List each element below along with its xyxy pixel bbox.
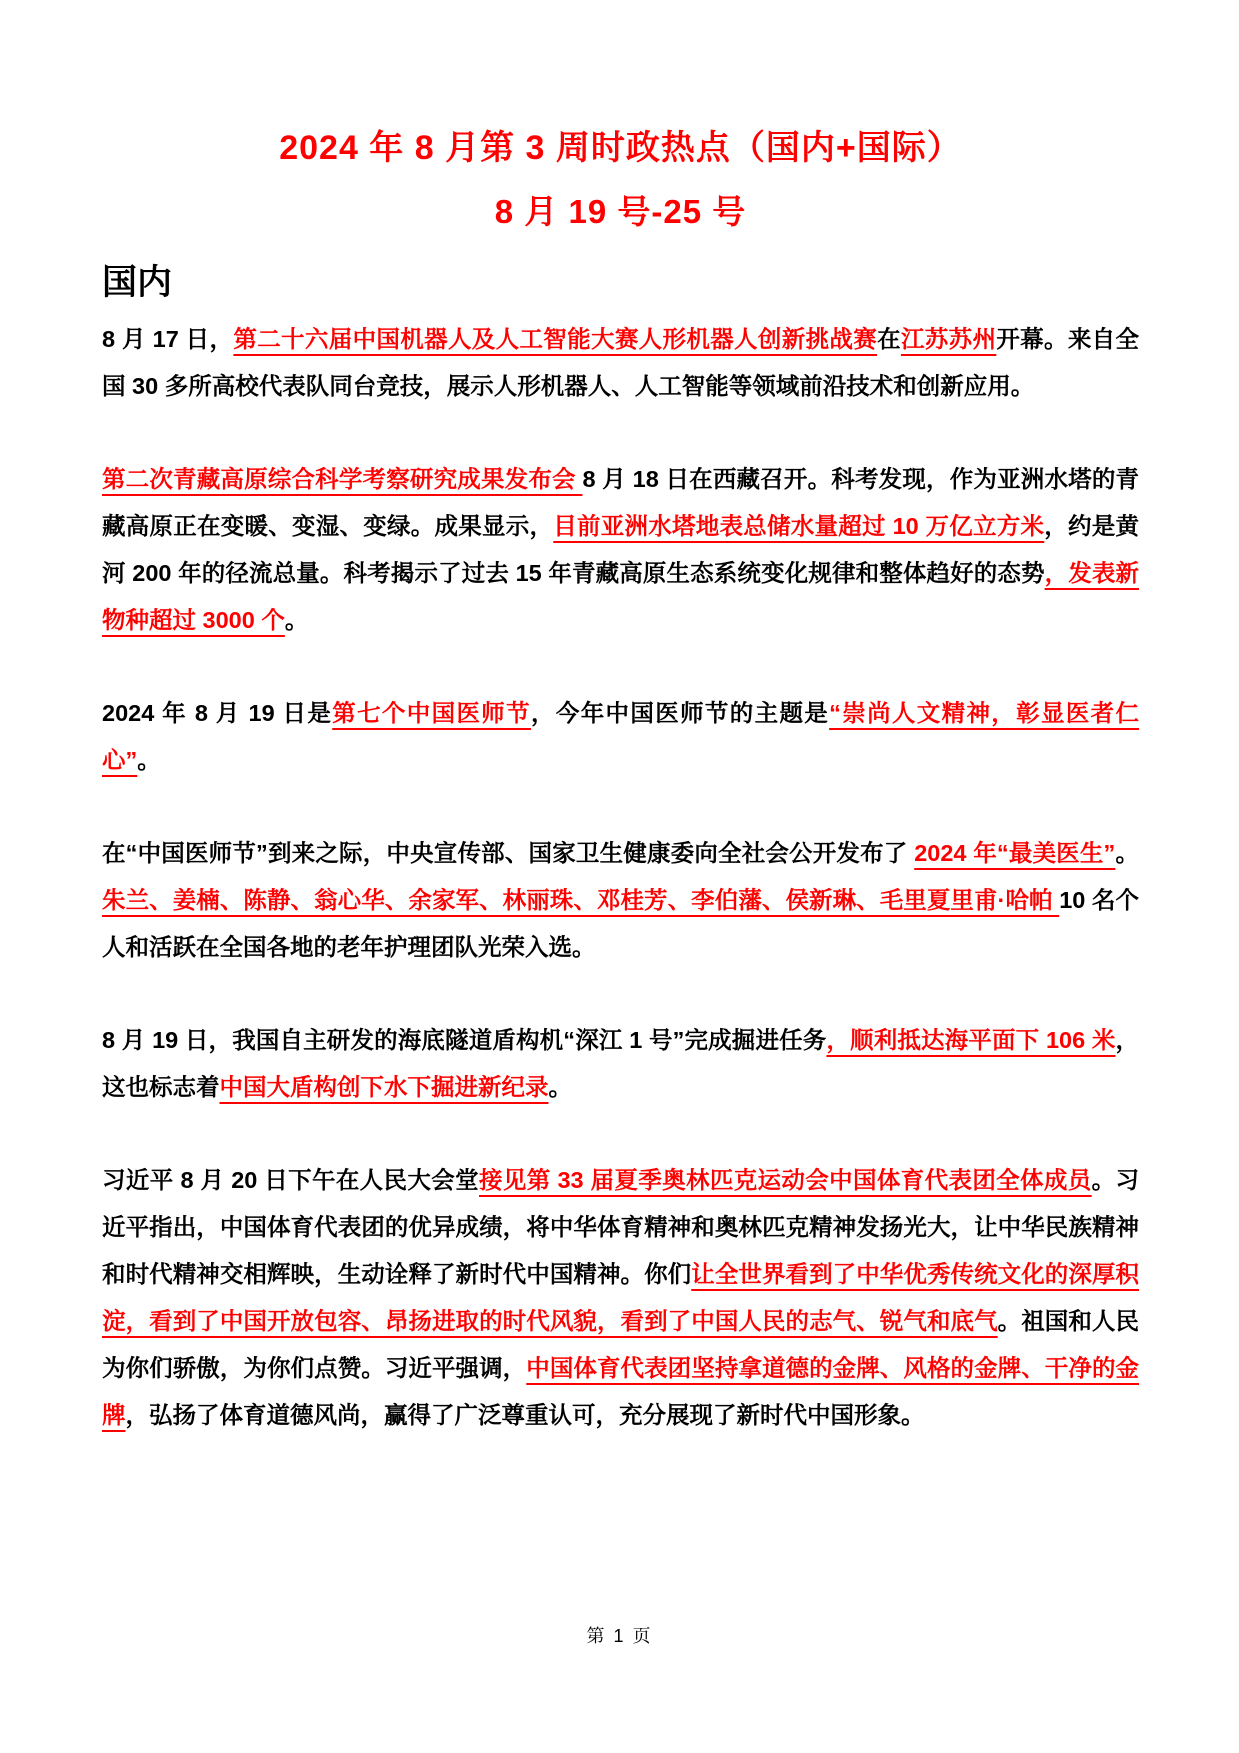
text-segment: 8 月 18 日在西藏召开。科考发现，作为亚洲水塔的青藏高原正在变暖、变湿、变绿。成果显示， xyxy=(102,466,1140,539)
highlighted-text: 目前亚洲水塔地表总储水量超过 10 万亿立方米 xyxy=(553,513,1045,539)
highlighted-text: “崇尚人文精神，彰显医者仁心” xyxy=(102,700,1140,773)
text-segment: 10 名个人和活跃在全国各地的老年护理团队光荣入选。 xyxy=(102,887,1139,960)
text-segment: 。 xyxy=(284,607,309,633)
text-segment: 8 月 17 日， xyxy=(102,326,234,352)
document-title: 2024 年 8 月第 3 周时政热点（国内+国际） xyxy=(279,129,962,167)
highlighted-text: 第二十六届中国机器人及人工智能大赛人形机器人创新挑战赛 xyxy=(233,326,878,352)
highlighted-text: 第二次青藏高原综合科学考察研究成果发布会 xyxy=(102,466,583,492)
highlighted-text: 中国体育代表团坚持拿道德的金牌、风格的金牌、干净的金牌 xyxy=(102,1355,1140,1428)
highlighted-text: 江苏苏州 xyxy=(900,326,997,352)
text-segment: 。 xyxy=(548,1074,572,1100)
text-segment: 。习近平指出，中国体育代表团的优异成绩，将中华体育精神和奥林匹克精神发扬光大，让中华民族精神和时代精神交相辉映，生动诠释了新时代中国精神。你们 xyxy=(102,1167,1140,1287)
text-segment: ，这也标志着 xyxy=(102,1027,1139,1100)
section-heading-domestic: 国内 xyxy=(102,263,173,302)
highlighted-text: 第七个中国医师节 xyxy=(332,700,531,726)
body-paragraph xyxy=(102,1017,1139,1111)
body-paragraph xyxy=(102,316,1139,410)
text-segment: 2024 年 8 月 19 日是 xyxy=(102,700,333,726)
text-segment: 开幕。来自全国 30 多所高校代表队同台竞技，展示人形机器人、人工智能等领域前沿技术和创新应用。 xyxy=(102,326,1140,399)
body-paragraph xyxy=(102,690,1139,784)
text-segment: 8 月 19 日，我国自主研发的海底隧道盾构机“深江 1 号”完成掘进任务 xyxy=(102,1027,827,1053)
text-segment: ，约是黄河 200 年的径流总量。科考揭示了过去 15 年青藏高原生态系统变化规律和整体趋好的态势 xyxy=(102,513,1140,586)
highlighted-text: 2024 年“最美医生” xyxy=(914,840,1116,866)
highlighted-text: 朱兰、姜楠、陈静、翁心华、余家军、林丽珠、邓桂芳、李伯藩、侯新琳、毛里夏里甫·哈帕 xyxy=(102,887,1060,913)
text-segment: 在“中国医师节”到来之际，中央宣传部、国家卫生健康委向全社会公开发布了 xyxy=(102,840,915,866)
body-paragraph xyxy=(102,830,1139,971)
highlighted-text: ，发表新物种超过 3000 个 xyxy=(102,560,1139,633)
text-segment: 习近平 8 月 20 日下午在人民大会堂 xyxy=(102,1167,479,1193)
text-segment: 在 xyxy=(877,326,901,352)
text-segment: ，弘扬了体育道德风尚，赢得了广泛尊重认可，充分展现了新时代中国形象。 xyxy=(125,1402,925,1428)
text-segment: 。 xyxy=(1115,840,1139,866)
text-segment: 。 xyxy=(137,747,161,773)
highlighted-text: 接见第 33 届夏季奥林匹克运动会中国体育代表团全体成员 xyxy=(479,1167,1092,1193)
body-paragraph xyxy=(102,1157,1139,1439)
highlighted-text: 中国大盾构创下水下掘进新纪录 xyxy=(219,1074,549,1100)
document-subtitle: 8 月 19 号-25 号 xyxy=(494,193,747,230)
highlighted-text: 让全世界看到了中华优秀传统文化的深厚积淀，看到了中国开放包容、昂扬进取的时代风貌，看到了中国人民的志气、锐气和底气 xyxy=(102,1261,1140,1334)
document-body xyxy=(102,316,1139,1439)
body-paragraph xyxy=(102,456,1139,644)
text-segment: ，今年中国医师节的主题是 xyxy=(531,700,830,726)
highlighted-text: ，顺利抵达海平面下 106 米 xyxy=(826,1027,1116,1053)
text-segment: 。祖国和人民为你们骄傲，为你们点赞。习近平强调， xyxy=(102,1308,1140,1381)
page-number: 第 1 页 xyxy=(586,1626,653,1646)
